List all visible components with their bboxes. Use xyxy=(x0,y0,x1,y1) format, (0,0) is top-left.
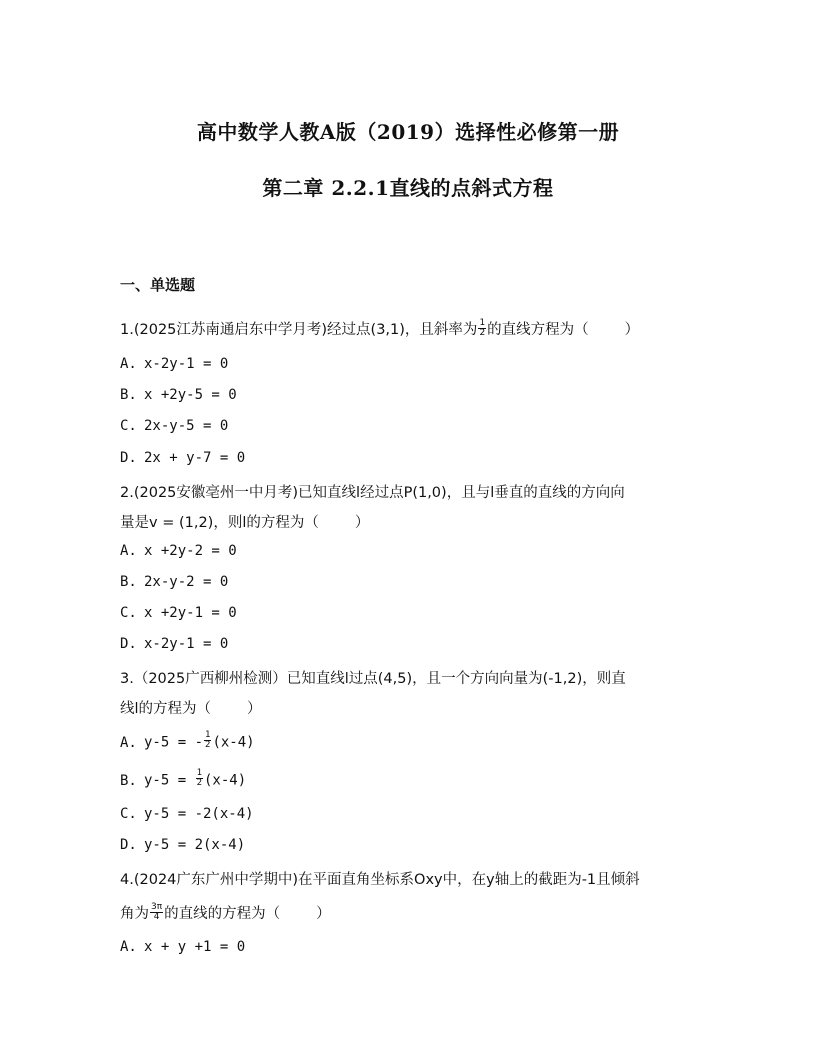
question-1-option-a[interactable]: A. x-2y-1 = 0 xyxy=(120,356,229,372)
question-2-stem-line2: 量是v = (1,2)，则l的方程为（ ） xyxy=(120,515,370,531)
question-1-option-b[interactable]: B. x +2y-5 = 0 xyxy=(120,387,237,403)
section-heading: 一、单选题 xyxy=(120,276,196,294)
question-4-stem-line2: 角为 $\frac{3\pi}{4}$ 的直线的方程为（ ） xyxy=(120,901,331,922)
fraction: $\frac{1}{2}$ xyxy=(205,730,211,750)
question-1-text-end: 的直线方程为（ xyxy=(487,322,589,338)
question-1-option-c[interactable]: C. 2x-y-5 = 0 xyxy=(120,418,229,434)
question-2-option-b[interactable]: B. 2x-y-2 = 0 xyxy=(120,574,229,590)
question-2-option-d[interactable]: D. x-2y-1 = 0 xyxy=(120,636,229,652)
question-3-option-a[interactable]: A. y-5 = - $\frac{1}{2}$ (x-4) xyxy=(120,730,255,751)
fraction: $\frac{1}{2}$ xyxy=(196,768,202,788)
question-3-option-b[interactable]: B. y-5 = $\frac{1}{2}$ (x-4) xyxy=(120,768,247,789)
question-2-option-c[interactable]: C. x +2y-1 = 0 xyxy=(120,605,237,621)
question-1-text: 1.(2025江苏南通启东中学月考)经过点(3,1)，且斜率为 xyxy=(120,322,478,338)
fraction: $\frac{3\pi}{4}$ xyxy=(151,901,163,922)
question-3-option-c[interactable]: C. y-5 = -2(x-4) xyxy=(120,806,254,822)
question-3-option-d[interactable]: D. y-5 = 2(x-4) xyxy=(120,837,246,853)
question-2-stem-line1: 2.(2025安徽亳州一中月考)已知直线l经过点P(1,0)，且与l垂直的直线的方向向 xyxy=(120,485,625,501)
fraction: $\frac{1}{2}$ xyxy=(479,317,486,338)
question-4-stem-line1: 4.(2024广东广州中学期中)在平面直角坐标系Oxy中，在y轴上的截距为-1且倾斜 xyxy=(120,872,640,888)
question-3-stem-line1: 3.（2025广西柳州检测）已知直线l过点(4,5)，且一个方向向量为(-1,2)，则直 xyxy=(120,671,626,687)
question-3-stem-line2: 线l的方程为（ ） xyxy=(120,701,262,717)
question-2-option-a[interactable]: A. x +2y-2 = 0 xyxy=(120,543,237,559)
question-1-option-d[interactable]: D. 2x + y-7 = 0 xyxy=(120,450,246,466)
document-subtitle: 第二章 2.2.1直线的点斜式方程 xyxy=(262,176,554,200)
document-title: 高中数学人教A版（2019）选择性必修第一册 xyxy=(196,120,620,144)
question-1-stem: 1.(2025江苏南通启东中学月考)经过点(3,1)，且斜率为 $\frac{1}{2}$ 的直线方程为（ ） xyxy=(120,317,640,338)
question-4-option-a[interactable]: A. x + y +1 = 0 xyxy=(120,939,246,955)
